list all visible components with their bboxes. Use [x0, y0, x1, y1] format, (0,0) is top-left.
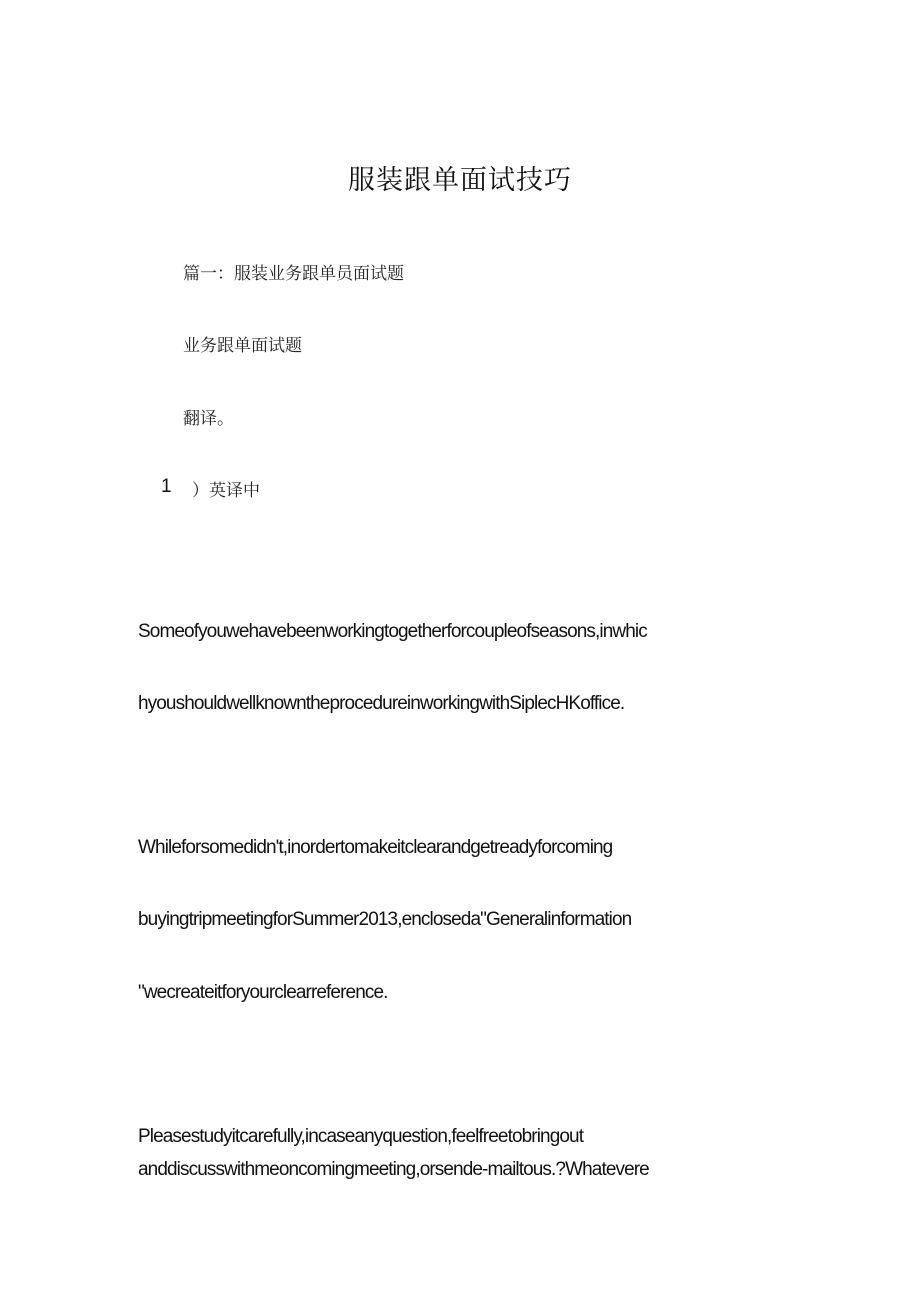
sub-heading: 业务跟单面试题 [183, 336, 302, 356]
item-number: 1 [161, 476, 172, 497]
paragraph-3-line-1: Pleasestudyitcarefully,incaseanyquestion,feelfreetobringout [138, 1126, 584, 1147]
document-title: 服装跟单面试技巧 [348, 165, 572, 196]
section-heading: 篇一：服装业务跟单员面试题 [183, 264, 404, 284]
paragraph-2-line-2: buyingtripmeetingforSummer2013,encloseda"Generalinformation [138, 909, 632, 930]
translate-label: 翻译。 [183, 409, 234, 429]
paragraph-1-line-2: hyoushouldwellknowntheprocedureinworkingwithSiplecHKoffice. [138, 693, 625, 714]
paragraph-3-line-2: anddiscusswithmeoncomingmeeting,orsende-mailtous.?Whatevere [138, 1159, 649, 1180]
paragraph-2-line-3: "wecreateitforyourclearreference. [138, 982, 388, 1003]
item-label: ）英译中 [192, 481, 260, 501]
paragraph-2-line-1: Whileforsomedidn't,inordertomakeitclearandgetreadyforcoming [138, 837, 613, 858]
paragraph-1-line-1: Someofyouwehavebeenworkingtogetherforcoupleofseasons,inwhic [138, 621, 647, 642]
